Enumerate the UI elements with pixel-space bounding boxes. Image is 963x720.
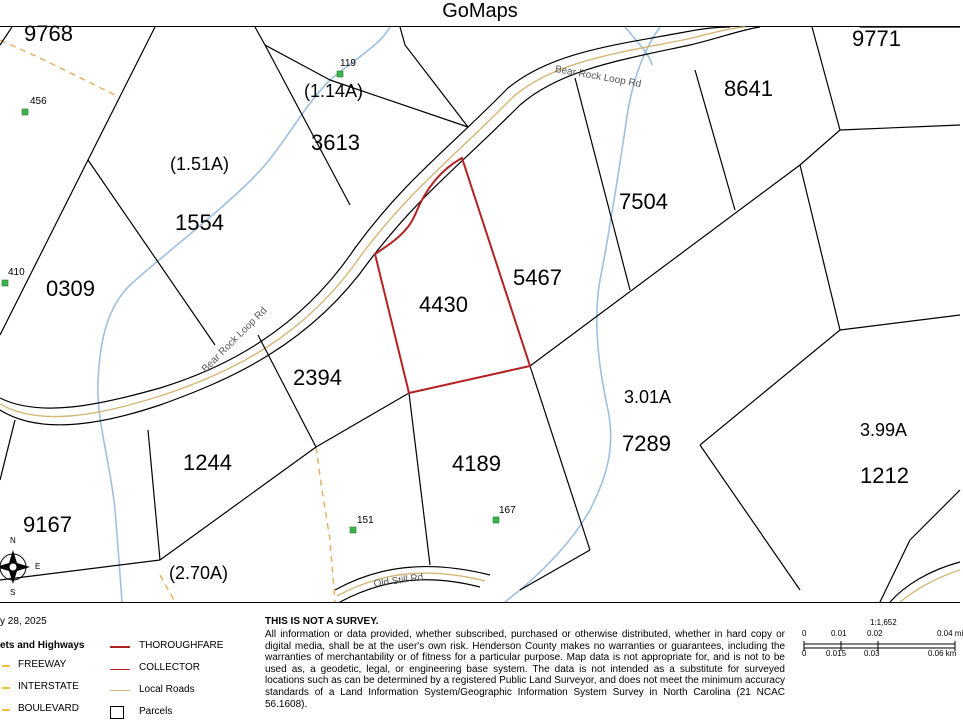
interstate-swatch bbox=[2, 687, 10, 689]
parcel-label-0309[interactable]: 0309 bbox=[46, 276, 95, 301]
legend-freeway: FREEWAY bbox=[18, 659, 67, 670]
address-label: 456 bbox=[30, 96, 47, 107]
address-label: 167 bbox=[499, 505, 516, 516]
scale-km-2: 0.03 bbox=[864, 649, 880, 658]
parcel-label-5467[interactable]: 5467 bbox=[513, 265, 562, 290]
address-label: 119 bbox=[340, 58, 356, 69]
parcel-label-1212[interactable]: 1212 bbox=[860, 463, 909, 488]
parcel-label-7504[interactable]: 7504 bbox=[619, 189, 668, 214]
parcel-label-1554[interactable]: 1554 bbox=[175, 210, 224, 235]
legend-title: ets and Highways bbox=[0, 640, 85, 651]
local-roads-swatch bbox=[110, 690, 130, 691]
compass-n: N bbox=[10, 536, 16, 545]
scale-km-1: 0.015 bbox=[826, 649, 847, 658]
acreage-label: (1.51A) bbox=[170, 154, 230, 174]
scale-km-0: 0 bbox=[802, 649, 807, 658]
thoroughfare-swatch bbox=[110, 646, 130, 648]
map-title: GoMaps bbox=[0, 0, 960, 27]
bear-rock-loop-road bbox=[0, 27, 760, 425]
parcel-label-4430[interactable]: 4430 bbox=[419, 292, 468, 317]
legend-parcels: Parcels bbox=[139, 706, 173, 717]
road-label-bear-rock-loop: Bear Rock Loop Rd bbox=[554, 64, 642, 90]
selected-parcel-outline[interactable] bbox=[375, 158, 530, 393]
disclaimer-text: All information or data provided, whether subscribed, purchased or otherwise distributed, whether in hard copy or digital media, shall be at the user's own risk. Henderson County makes no warranties or guarantees, including the warranties of merchantability or of fitness for a particular purpose. Map data is not appropriate for, and is not to be used as, a geodetic, legal, or engineering base system. The data is not intended as a substitute for surveyed locations such as can be determined by a registered Public Land Surveyor, and does not meet the minimum accuracy standards of a Land Information System/Geographic Information System Survey in North Carolina (21 NCAC 56.1608). bbox=[265, 629, 785, 710]
legend-boulevard: BOULEVARD bbox=[18, 703, 79, 714]
disclaimer-title: THIS IS NOT A SURVEY. bbox=[265, 616, 379, 627]
parcel-label-2394[interactable]: 2394 bbox=[293, 365, 342, 390]
parcel-label-9771[interactable]: 9771 bbox=[852, 26, 901, 51]
map-canvas[interactable] bbox=[0, 21, 960, 602]
scale-km-3: 0.06 km bbox=[928, 649, 957, 658]
map-footer bbox=[0, 602, 963, 720]
legend-interstate: INTERSTATE bbox=[18, 681, 79, 692]
scale-mi-1: 0.01 bbox=[831, 629, 847, 638]
legend-thoroughfare: THOROUGHFARE bbox=[139, 640, 224, 651]
parcel-label-7289[interactable]: 7289 bbox=[622, 431, 671, 456]
parcel-label-3613[interactable]: 3613 bbox=[311, 130, 360, 155]
parcels-swatch bbox=[110, 706, 124, 719]
parcel-label-1244[interactable]: 1244 bbox=[183, 450, 232, 475]
legend-local-roads: Local Roads bbox=[139, 684, 195, 695]
parcel-label-9768[interactable]: 9768 bbox=[24, 21, 73, 46]
road-label-old-still: Old Still Rd bbox=[373, 572, 425, 590]
old-still-road bbox=[335, 562, 960, 602]
acreage-label: (2.70A) bbox=[169, 563, 229, 583]
collector-swatch bbox=[110, 669, 130, 670]
road-label-bear-rock-loop: Bear Rock Loop Rd bbox=[200, 305, 270, 375]
freeway-swatch bbox=[2, 665, 10, 667]
compass-s: S bbox=[10, 588, 16, 597]
boulevard-swatch bbox=[2, 709, 10, 711]
streams bbox=[98, 27, 660, 602]
parcel-label-9167[interactable]: 9167 bbox=[23, 512, 72, 537]
parcel-label-4189[interactable]: 4189 bbox=[452, 451, 501, 476]
acreage-label: 3.01A bbox=[624, 387, 672, 407]
scale-mi-0: 0 bbox=[802, 629, 807, 638]
parcel-lines bbox=[0, 27, 960, 602]
scale-ratio: 1:1,652 bbox=[870, 618, 897, 627]
scale-mi-2: 0.02 bbox=[867, 629, 883, 638]
print-date: y 28, 2025 bbox=[0, 616, 47, 627]
parcel-label-8641[interactable]: 8641 bbox=[724, 76, 773, 101]
legend-collector: COLLECTOR bbox=[139, 662, 200, 673]
scale-mi-3: 0.04 mi bbox=[937, 629, 963, 638]
address-label: 410 bbox=[8, 267, 25, 278]
acreage-label: (1.14A) bbox=[304, 81, 364, 101]
address-label: 151 bbox=[357, 515, 374, 526]
acreage-label: 3.99A bbox=[860, 420, 908, 440]
compass-e: E bbox=[35, 562, 41, 571]
